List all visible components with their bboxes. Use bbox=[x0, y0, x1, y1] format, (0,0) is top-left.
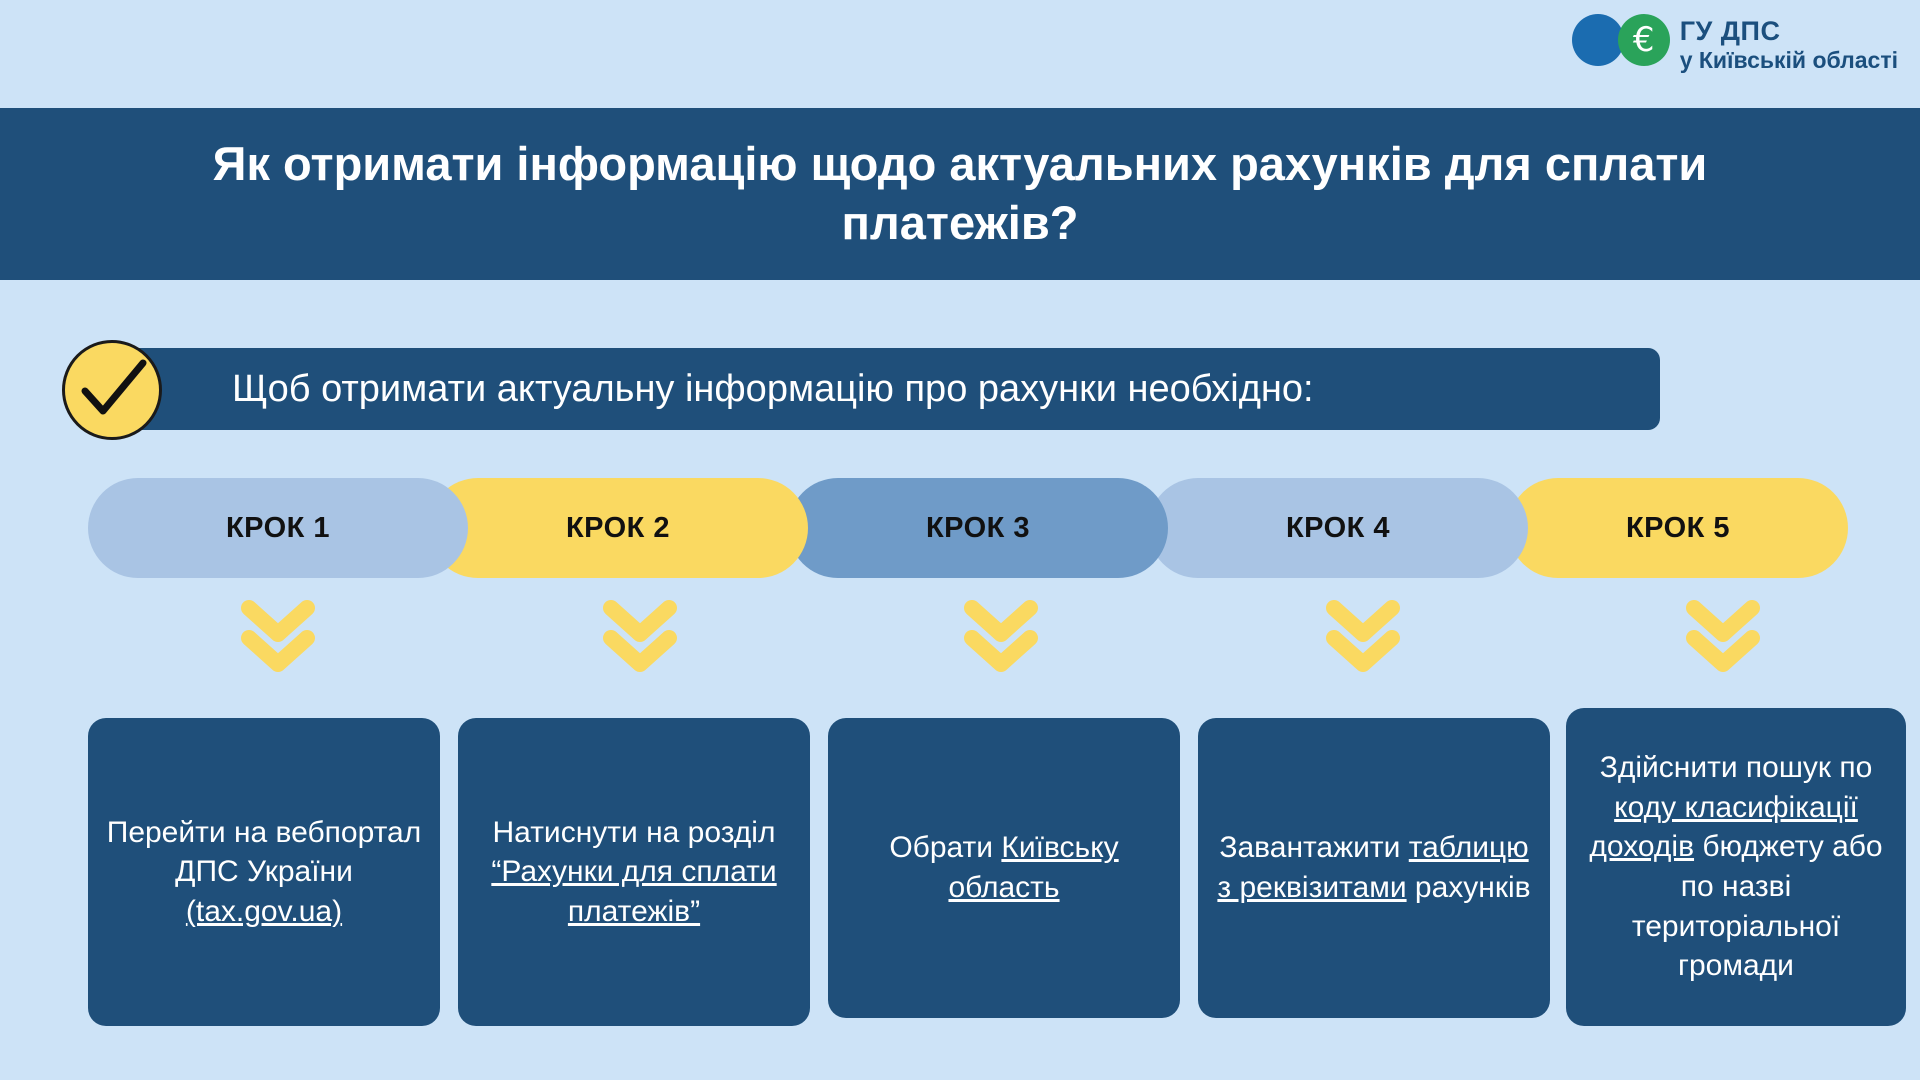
double-chevron-down-icon-2 bbox=[595, 592, 685, 682]
step-card-1-text bbox=[104, 813, 424, 932]
step-chip-4[interactable] bbox=[1148, 478, 1528, 578]
step-chip-1[interactable] bbox=[88, 478, 468, 578]
step-cards bbox=[88, 718, 1883, 1038]
step-card-4-text bbox=[1214, 828, 1534, 907]
step-card-5-text bbox=[1582, 748, 1890, 986]
trident-icon: € bbox=[1632, 20, 1655, 60]
plain-text: Завантажити bbox=[1219, 831, 1409, 865]
emphasized-text: Київську область bbox=[948, 831, 1119, 904]
blue-circle-icon bbox=[1572, 14, 1624, 66]
emphasized-text: (tax.gov.ua) bbox=[185, 894, 343, 928]
step-chip-4-label: КРОК 4 bbox=[1285, 511, 1391, 544]
step-card-2-text bbox=[474, 813, 794, 932]
green-circle-trident-icon bbox=[1618, 14, 1670, 66]
step-card-2 bbox=[458, 718, 810, 1026]
subtitle-section bbox=[0, 348, 1920, 438]
plain-text: Натиснути на розділ bbox=[492, 815, 776, 849]
emphasized-text: коду класифікації доходів bbox=[1589, 790, 1858, 864]
plain-text: Здійснити пошук по bbox=[1599, 751, 1873, 785]
double-chevron-down-icon-1 bbox=[233, 592, 323, 682]
title-band bbox=[0, 108, 1920, 280]
steps-row bbox=[88, 478, 1848, 578]
emphasized-text: “Рахунки для сплати платежів” bbox=[491, 855, 777, 928]
organization-logo bbox=[1572, 10, 1898, 73]
step-chip-3[interactable] bbox=[788, 478, 1168, 578]
check-mark-icon bbox=[62, 340, 162, 440]
step-card-4 bbox=[1198, 718, 1550, 1018]
plain-text: рахунків bbox=[1406, 871, 1531, 904]
step-chip-5[interactable] bbox=[1508, 478, 1848, 578]
plain-text: Обрати bbox=[889, 831, 1002, 865]
step-card-1 bbox=[88, 718, 440, 1026]
logo-text bbox=[1680, 10, 1898, 73]
logo-line-1: ГУ ДПС bbox=[1679, 16, 1781, 46]
subtitle-bar bbox=[112, 348, 1660, 430]
double-chevron-down-icon-4 bbox=[1318, 592, 1408, 682]
double-chevron-down-icon-3 bbox=[956, 592, 1046, 682]
plain-text: Перейти на вебпортал ДПС України bbox=[106, 815, 422, 889]
plain-text: бюджету або по назві територіальної громади bbox=[1631, 830, 1883, 983]
step-card-5 bbox=[1566, 708, 1906, 1026]
arrow-row bbox=[88, 592, 1848, 682]
step-chip-3-label: КРОК 3 bbox=[925, 511, 1031, 544]
double-chevron-down-icon-5 bbox=[1678, 592, 1768, 682]
step-chip-5-label: КРОК 5 bbox=[1625, 511, 1731, 544]
step-chip-2[interactable] bbox=[428, 478, 808, 578]
page-title: Як отримати інформацію щодо актуальних рахунків для сплати платежів? bbox=[212, 137, 1708, 249]
emphasized-text: таблицю з реквізитами bbox=[1217, 831, 1529, 904]
logo-bar bbox=[0, 0, 1920, 108]
step-chip-1-label: КРОК 1 bbox=[225, 511, 331, 544]
step-card-3-text bbox=[844, 828, 1164, 907]
step-chip-2-label: КРОК 2 bbox=[565, 511, 671, 544]
step-card-3 bbox=[828, 718, 1180, 1018]
subtitle-text: Щоб отримати актуальну інформацію про рахунки необхідно: bbox=[232, 367, 1314, 410]
logo-line-2: у Київській області bbox=[1679, 47, 1898, 74]
logo-marks bbox=[1572, 14, 1670, 66]
